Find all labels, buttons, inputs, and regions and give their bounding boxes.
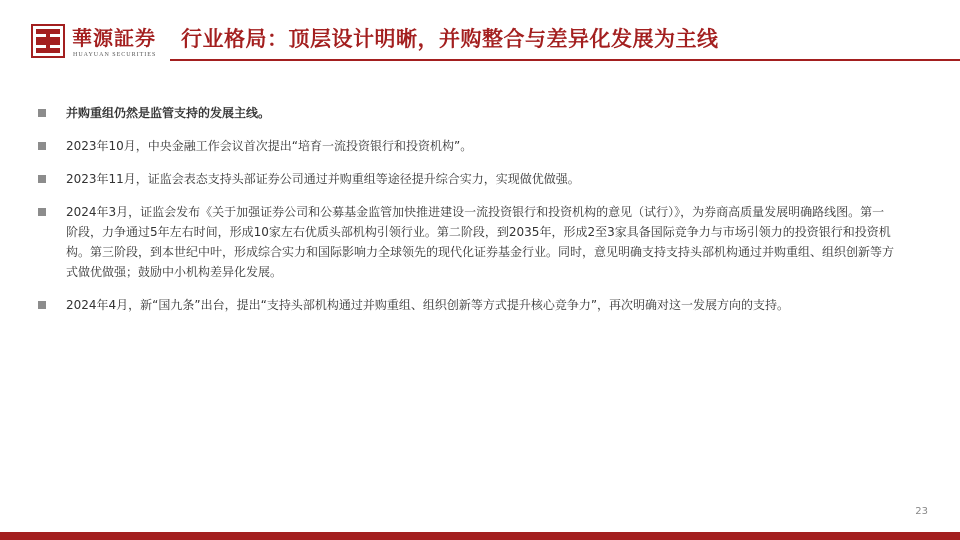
square-bullet-icon	[38, 109, 46, 117]
page-number: 23	[915, 506, 928, 517]
list-item	[36, 136, 896, 156]
header-divider	[170, 59, 960, 61]
bullet-list	[36, 103, 896, 328]
list-item-text: 2024年3月，证监会发布《关于加强证券公司和公募基金监管加快推进建设一流投资银行和投资机构的意见（试行）》，为券商高质量发展明确路线图。第一阶段，力争通过5年左右时间，形成10家左右优质头部机构引领行业。第二阶段，到2035年，形成2至3家具备国际竞争力与市场引领力的投资银行和投资机构。第三阶段，到本世纪中叶，形成综合实力和国际影响力全球领先的现代化证券基金行业。同时，意见明确支持支持头部机构通过并购重组、组织创新等方式做优做强；鼓励中小机构差异化发展。	[66, 205, 895, 279]
list-item	[36, 169, 896, 189]
list-item	[36, 202, 896, 282]
footer-bar	[0, 532, 960, 540]
huayuan-logo-icon	[31, 24, 65, 58]
square-bullet-icon	[38, 175, 46, 183]
square-bullet-icon	[38, 301, 46, 309]
list-item	[36, 103, 896, 123]
list-item-text: 并购重组仍然是监管支持的发展主线。	[66, 106, 271, 120]
page-title: 行业格局：顶层设计明晰，并购整合与差异化发展为主线	[181, 27, 719, 51]
brand-name: 華源証券	[72, 26, 156, 50]
list-item-text: 2023年11月，证监会表态支持头部证券公司通过并购重组等途径提升综合实力，实现做优做强。	[66, 172, 580, 186]
list-item-text: 2024年4月，新“国九条”出台，提出“支持头部机构通过并购重组、组织创新等方式提升核心竞争力”，再次明确对这一发展方向的支持。	[66, 298, 790, 312]
square-bullet-icon	[38, 208, 46, 216]
square-bullet-icon	[38, 142, 46, 150]
list-item	[36, 295, 896, 315]
brand-subtitle: HUAYUAN SECURITIES	[73, 52, 157, 58]
slide-header	[0, 0, 960, 62]
list-item-text: 2023年10月，中央金融工作会议首次提出“培育一流投资银行和投资机构”。	[66, 139, 473, 153]
